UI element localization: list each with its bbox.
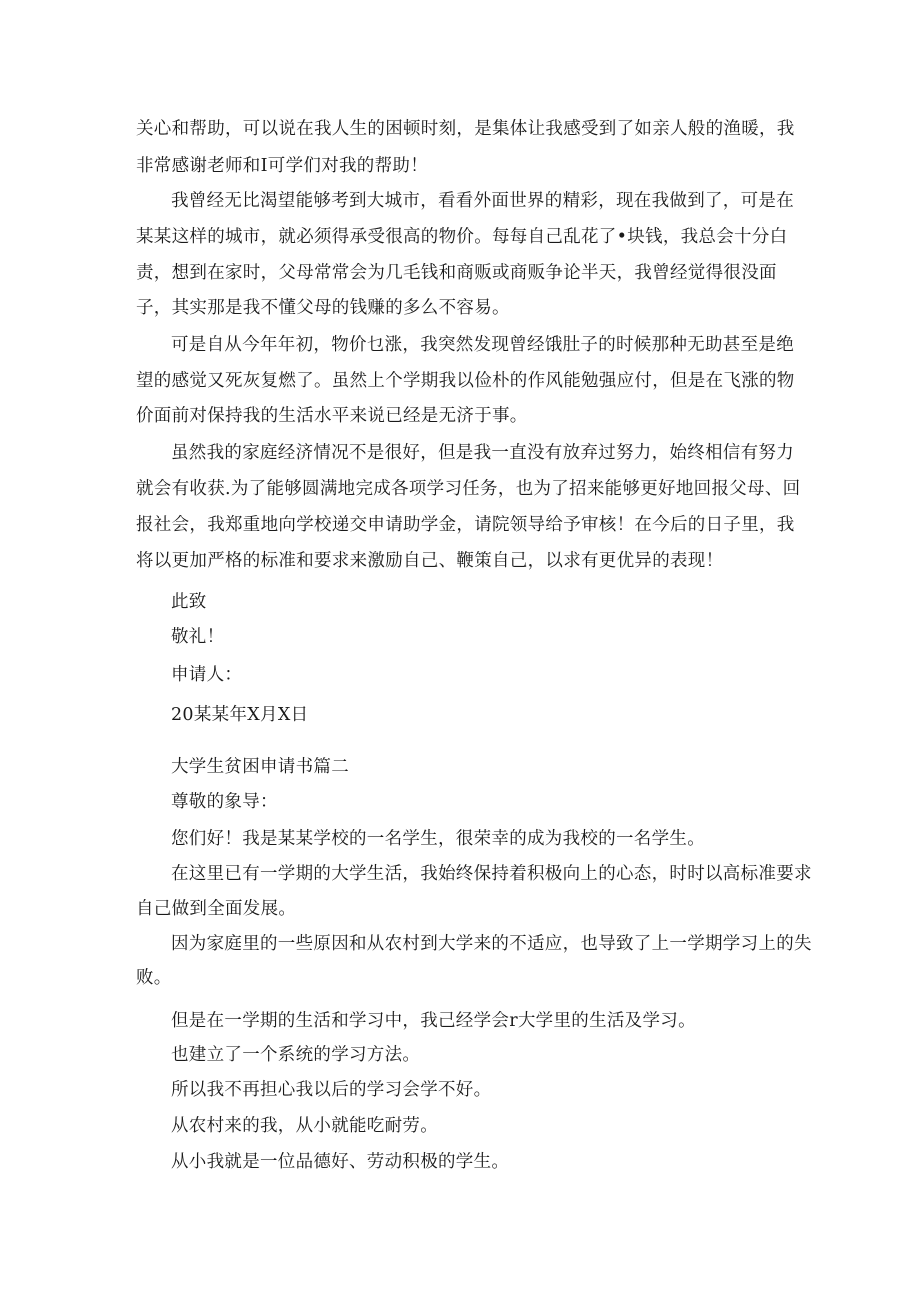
text-line: 责，想到在家时，父母常常会为几毛钱和商贩或商贩争论半天，我曾经觉得很没面	[136, 263, 777, 283]
text-line: 某某这样的城市，就必须得承受很高的物价。每每自己乱花了•块钱，我总会十分白	[136, 227, 788, 247]
text-line: 就会有收获.为了能够圆满地完成各项学习任务，也为了招来能够更好地回报父母、回	[136, 479, 801, 499]
text-line: 也建立了一个系统的学习方法。	[171, 1045, 421, 1065]
text-line: 报社会，我郑重地向学校递交申请助学金，请院领导给予审核！在今后的日子里，我	[136, 515, 795, 535]
text-line: 非常感谢老师和I可学们对我的帮助！	[136, 156, 429, 176]
text-line: 从小我就是一位品德好、劳动积极的学生。	[171, 1152, 510, 1172]
text-line: 可是自从今年年初，物价乜涨，我突然发现曾经饿肚子的时候那种无助甚至是绝	[171, 335, 794, 355]
text-line: 败。	[136, 968, 172, 988]
text-line: 价面前对保持我的生活水平来说已经是无济于事。	[136, 406, 528, 426]
text-line: 在这里已有一学期的大学生活，我始终保持着积极向上的心态，时时以高标准要求	[171, 864, 812, 884]
section-title: 大学生贫困申请书篇二	[171, 757, 349, 777]
text-line: 望的感觉又死灰复燃了。虽然上个学期我以俭朴的作风能勉强应付，但是在飞涨的物	[136, 371, 795, 391]
date-line: 20某某年X月X日	[171, 705, 309, 725]
greeting-line: 尊敬的象导：	[171, 792, 278, 812]
text-line: 所以我不再担心我以后的学习会学不好。	[171, 1080, 492, 1100]
salutation-line: 敬礼！	[171, 627, 225, 647]
text-line: 您们好！我是某某学校的一名学生，很荣幸的成为我校的一名学生。	[171, 829, 705, 849]
text-line: 子，其实那是我不懂父母的钱赚的多么不容易。	[136, 298, 510, 318]
text-line: 虽然我的家庭经济情况不是很好，但是我一直没有放弃过努力，始终相信有努力	[171, 443, 794, 463]
text-line: 自己做到全面发展。	[136, 899, 297, 919]
text-line: 我曾经无比渴望能够考到大城市，看看外面世界的精彩，现在我做到了，可是在	[171, 191, 794, 211]
text-line: 将以更加严格的标准和要求来激励自己、鞭策自己，以求有更优异的表现！	[136, 551, 724, 571]
text-line: 从农村来的我，从小就能吃耐劳。	[171, 1116, 438, 1136]
closing-line: 此致	[171, 592, 207, 612]
text-line: 但是在一学期的生活和学习中，我己经学会r大学里的生活及学习。	[171, 1011, 696, 1031]
applicant-label: 申请人：	[171, 665, 243, 685]
text-line: 因为家庭里的一些原因和从农村到大学来的不适应，也导致了上一学期学习上的失	[171, 934, 812, 954]
text-line: 关心和帮助，可以说在我人生的困顿时刻，是集体让我感受到了如亲人般的渔暖，我	[136, 119, 795, 139]
